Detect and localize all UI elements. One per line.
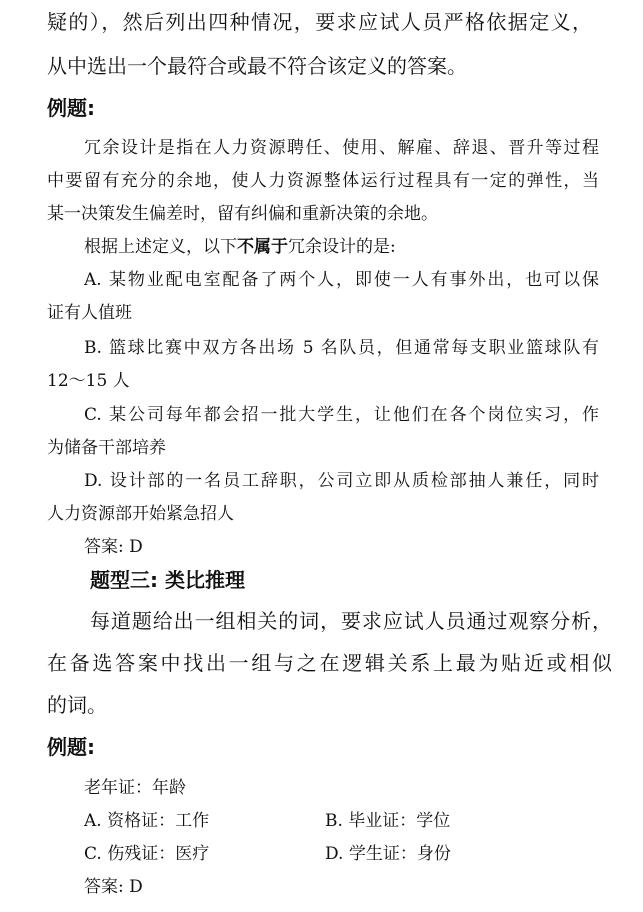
example2-option-b: B. 毕业证：学位 [325, 811, 451, 831]
section3-line-2: 在备选答案中找出一组与之在逻辑关系上最为贴近或相似 [47, 651, 612, 675]
example1-paragraph-line-1: 冗余设计是指在人力资源聘任、使用、解雇、辞退、晋升等过程 [84, 138, 599, 158]
example-heading-2: 例题: [47, 735, 95, 759]
example2-option-c: C. 伤残证：医疗 [84, 844, 210, 864]
example-heading-1: 例题: [47, 96, 95, 120]
option-b-line-2: 12～15 人 [47, 371, 130, 391]
example1-paragraph-line-2: 中要留有充分的余地，使人力资源整体运行过程具有一定的弹性，当 [47, 171, 599, 191]
example1-answer: 答案: D [84, 537, 143, 557]
section-title: 题型三: 类比推理 [90, 568, 245, 592]
question-prefix: 根据上述定义，以下 [84, 237, 237, 257]
option-a-line-1: A. 某物业配电室配备了两个人，即使一人有事外出，也可以保 [84, 270, 599, 290]
option-b-line-1: B. 篮球比赛中双方各出场 5 名队员，但通常每支职业篮球队有 [84, 338, 599, 358]
section3-line-1: 每道题给出一组相关的词，要求应试人员通过观察分析， [90, 609, 612, 633]
section3-line-3: 的词。 [47, 693, 107, 717]
intro-line-1: 疑的），然后列出四种情况，要求应试人员严格依据定义， [47, 10, 592, 34]
example2-stem: 老年证：年龄 [84, 778, 186, 798]
example1-question [84, 232, 396, 257]
example2-option-d: D. 学生证：身份 [325, 844, 451, 864]
option-c-line-1: C. 某公司每年都会招一批大学生，让他们在各个岗位实习，作 [84, 405, 599, 425]
example2-option-a: A. 资格证：工作 [84, 811, 210, 831]
option-a-line-2: 证有人值班 [47, 303, 132, 323]
option-d-line-2: 人力资源部开始紧急招人 [47, 504, 234, 524]
question-suffix: 冗余设计的是: [288, 237, 396, 257]
example2-answer: 答案: D [84, 877, 143, 897]
option-d-line-1: D. 设计部的一名员工辞职，公司立即从质检部抽人兼任，同时 [84, 471, 599, 491]
example1-paragraph-line-3: 某一决策发生偏差时，留有纠偏和重新决策的余地。 [47, 204, 438, 224]
intro-line-2: 从中选出一个最符合或最不符合该定义的答案。 [47, 54, 467, 78]
option-c-line-2: 为储备干部培养 [47, 438, 166, 458]
question-emphasis: 不属于 [237, 237, 288, 257]
